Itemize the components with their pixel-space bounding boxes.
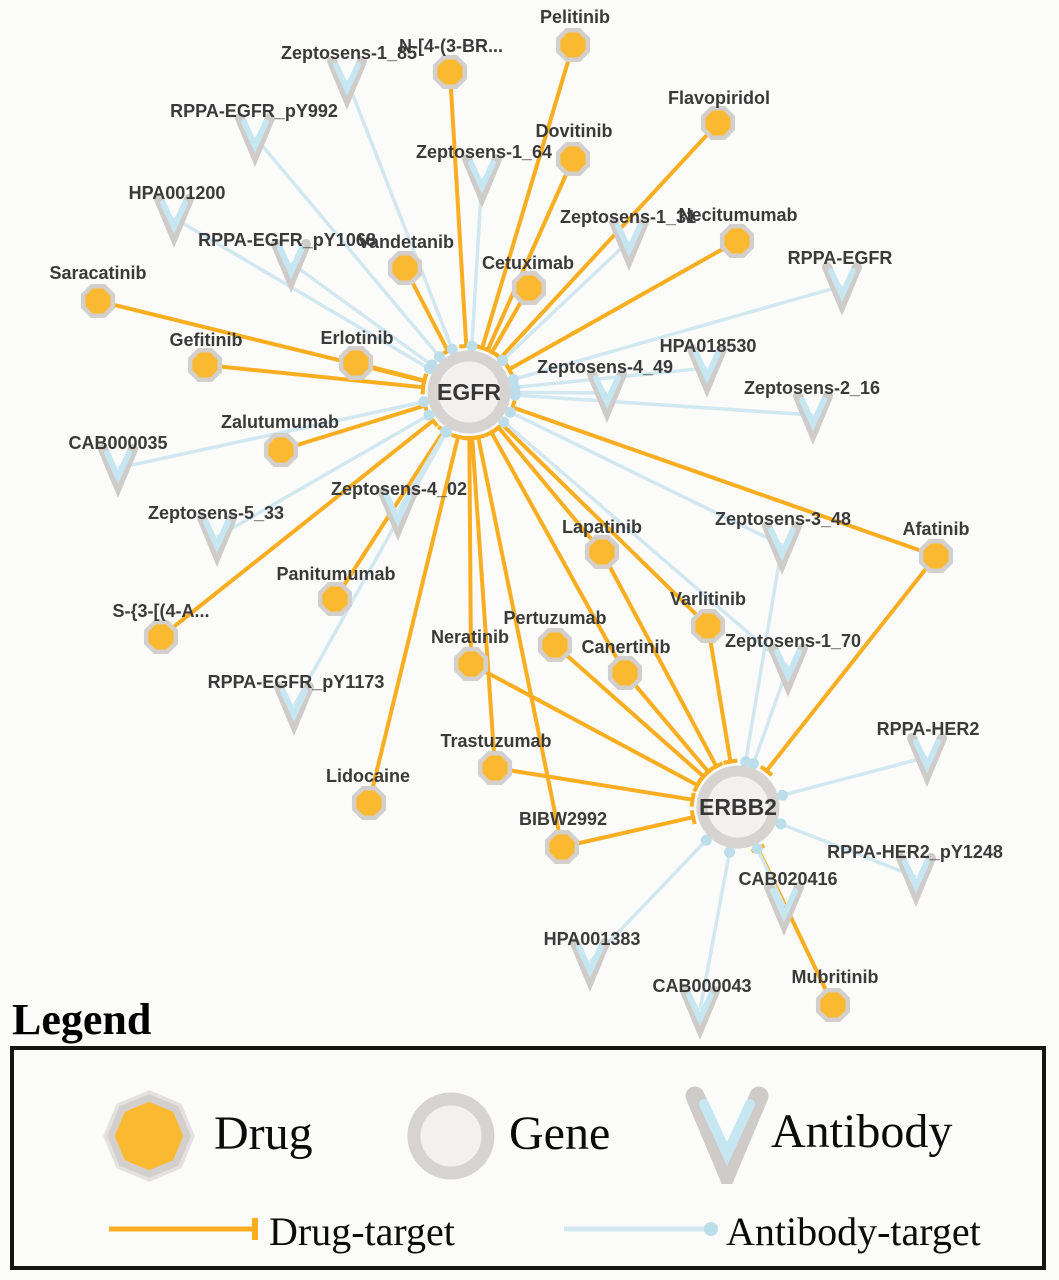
node-label-s-3-4-a: S-{3-[(4-A... (112, 601, 210, 621)
node-label-neratinib: Neratinib (430, 627, 510, 647)
node-label-n-4-3-br: N-[4-(3-BR... (399, 36, 503, 56)
antibody-target-dot-icon (509, 390, 520, 401)
drug-target-tee-icon (423, 374, 426, 388)
drug-node-lidocaine[interactable] (354, 788, 384, 818)
node-label-varlitinib: Varlitinib (669, 589, 747, 609)
node-label-hpa001200: HPA001200 (128, 183, 226, 203)
node-label-rppa-egfr-py1068: RPPA-EGFR_pY1068 (198, 230, 376, 250)
drug-node-dovitinib[interactable] (558, 144, 588, 174)
drug-node-n-4-3-br[interactable] (435, 57, 465, 87)
drug-node-pelitinib[interactable] (558, 30, 588, 60)
node-label-lapatinib: Lapatinib (562, 517, 642, 537)
drug-node-lapatinib[interactable] (587, 537, 617, 567)
drug-target-tee-icon (451, 435, 465, 438)
edge-antibody-target-rppa-her2-erbb2 (782, 757, 927, 795)
legend-antibody-target-edge-icon (562, 1217, 722, 1241)
node-label-cab000043: CAB000043 (652, 976, 752, 996)
drug-node-flavopiridol[interactable] (703, 108, 733, 138)
legend-gene-label: Gene (509, 1107, 611, 1160)
drug-node-necitumumab[interactable] (722, 226, 752, 256)
drug-target-tee-icon (724, 760, 738, 762)
node-label-afatinib: Afatinib (902, 519, 970, 539)
drug-node-varlitinib[interactable] (693, 611, 723, 641)
legend-drug-label: Drug (214, 1107, 313, 1160)
antibody-target-dot-icon (724, 847, 735, 858)
drug-node-saracatinib[interactable] (83, 286, 113, 316)
gene-label-erbb2: ERBB2 (699, 794, 777, 820)
legend-gene-icon (401, 1086, 501, 1186)
node-label-necitumumab: Necitumumab (678, 205, 798, 225)
drug-node-gefitinib[interactable] (190, 350, 220, 380)
node-label-rppa-egfr-py992: RPPA-EGFR_pY992 (170, 101, 338, 121)
legend-drug-target-edge-icon (107, 1217, 267, 1241)
node-label-zeptosens-1-31: Zeptosens-1_31 (559, 207, 697, 227)
node-label-zalutumumab: Zalutumumab (220, 412, 340, 432)
drug-node-bibw2992[interactable] (547, 832, 577, 862)
node-label-zeptosens-4-02: Zeptosens-4_02 (330, 479, 468, 499)
node-label-zeptosens-3-48: Zeptosens-3_48 (714, 509, 852, 529)
node-label-lidocaine: Lidocaine (325, 766, 411, 786)
node-label-hpa018530: HPA018530 (659, 336, 757, 356)
node-label-saracatinib: Saracatinib (49, 263, 147, 283)
node-label-rppa-egfr-py1173: RPPA-EGFR_pY1173 (207, 672, 385, 692)
drug-node-mubritinib[interactable] (818, 990, 848, 1020)
node-label-zeptosens-4-49: Zeptosens-4_49 (536, 357, 674, 377)
node-label-zeptosens-1-70: Zeptosens-1_70 (724, 631, 862, 651)
node-label-flavopiridol: Flavopiridol (667, 88, 771, 108)
edge-drug-target-n-4-3-br-egfr (450, 72, 466, 346)
edge-drug-target-trastuzumab-erbb2 (495, 768, 693, 800)
node-label-zeptosens-1-85: Zeptosens-1_85 (280, 43, 418, 63)
drug-node-pertuzumab[interactable] (540, 630, 570, 660)
node-label-canertinib: Canertinib (581, 637, 671, 657)
node-label-rppa-her2-py1248: RPPA-HER2_pY1248 (827, 842, 1003, 862)
legend-box (10, 1046, 1046, 1270)
drug-node-erlotinib[interactable] (341, 348, 371, 378)
drug-node-canertinib[interactable] (610, 658, 640, 688)
edge-drug-target-trastuzumab-egfr (472, 438, 495, 768)
node-label-pelitinib: Pelitinib (539, 7, 611, 27)
node-label-cab000035: CAB000035 (68, 433, 168, 453)
edge-drug-target-canertinib-erbb2 (625, 673, 708, 772)
edge-antibody-target-zeptosens-4-49-egfr (515, 392, 607, 393)
gene-label-egfr: EGFR (437, 379, 501, 405)
legend-drug-icon (99, 1086, 199, 1186)
node-label-pertuzumab: Pertuzumab (503, 608, 607, 628)
node-label-gefitinib: Gefitinib (169, 330, 243, 350)
node-label-rppa-egfr: RPPA-EGFR (787, 248, 893, 268)
antibody-target-dot-icon (466, 341, 477, 352)
drug-node-vandetanib[interactable] (390, 253, 420, 283)
node-label-trastuzumab: Trastuzumab (440, 731, 552, 751)
node-label-zeptosens-5-33: Zeptosens-5_33 (147, 503, 285, 523)
node-label-rppa-her2: RPPA-HER2 (876, 719, 980, 739)
node-label-dovitinib: Dovitinib (535, 121, 613, 141)
legend-title: Legend (12, 995, 152, 1044)
node-label-erlotinib: Erlotinib (320, 328, 394, 348)
drug-node-zalutumumab[interactable] (266, 435, 296, 465)
legend-antibody-label: Antibody (771, 1105, 953, 1158)
legend-antibody-target-label: Antibody-target (726, 1209, 981, 1254)
legend-antibody-icon (682, 1080, 772, 1184)
node-label-zeptosens-1-64: Zeptosens-1_64 (415, 142, 553, 162)
node-label-vandetanib: Vandetanib (357, 232, 455, 252)
node-label-zeptosens-2-16: Zeptosens-2_16 (743, 378, 881, 398)
drug-node-cetuximab[interactable] (514, 273, 544, 303)
node-label-mubritinib: Mubritinib (791, 967, 879, 987)
edge-antibody-target-zeptosens-2-16-egfr (515, 395, 813, 415)
node-label-bibw2992: BIBW2992 (518, 809, 608, 829)
node-label-hpa001383: HPA001383 (543, 929, 641, 949)
node-label-panitumumab: Panitumumab (276, 564, 396, 584)
legend-drug-target-label: Drug-target (269, 1209, 455, 1254)
antibody-target-dot-icon (419, 396, 430, 407)
node-label-cab020416: CAB020416 (738, 869, 838, 889)
drug-node-afatinib[interactable] (921, 541, 951, 571)
drug-target-tee-icon (691, 793, 693, 807)
drug-target-tee-icon (471, 436, 485, 439)
drug-node-trastuzumab[interactable] (480, 753, 510, 783)
drug-node-neratinib[interactable] (456, 649, 486, 679)
drug-node-panitumumab[interactable] (320, 584, 350, 614)
node-label-cetuximab: Cetuximab (481, 253, 575, 273)
drug-target-tee-icon (692, 810, 695, 824)
drug-node-s-3-4-a[interactable] (146, 622, 176, 652)
edge-drug-target-gefitinib-egfr (205, 365, 423, 387)
